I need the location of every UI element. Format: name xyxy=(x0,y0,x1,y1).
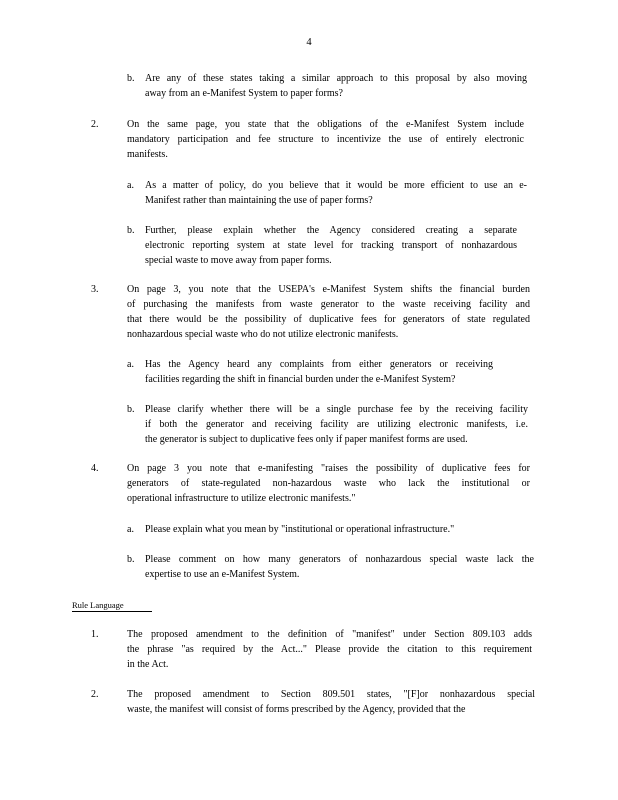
section-heading-rule-language: Rule Language xyxy=(72,600,152,612)
item-marker: b. xyxy=(127,73,135,84)
item-text-line: On the same page, you state that the obligations of the e-Manifest System include xyxy=(127,119,524,130)
item-text-line: manifests. xyxy=(127,149,168,160)
item-marker: 2. xyxy=(91,689,99,700)
item-marker: 1. xyxy=(91,629,99,640)
item-text-line: expertise to use an e-Manifest System. xyxy=(145,569,300,580)
item-text-line: The proposed amendment to the definition of "manifest" under Section 809.103 adds xyxy=(127,629,532,640)
page-number: 4 xyxy=(306,37,312,48)
item-text-line: Please clarify whether there will be a single purchase fee by the receiving facility xyxy=(145,404,528,415)
item-text-line: On page 3, you note that the USEPA's e-Manifest System shifts the financial burden xyxy=(127,284,530,295)
item-text-line: away from an e-Manifest System to paper forms? xyxy=(145,88,343,99)
item-text-line: generators of state-regulated non-hazardous waste who lack the institutional or xyxy=(127,478,530,489)
item-text-line: the phrase "as required by the Act..." Please provide the citation to this requirement xyxy=(127,644,532,655)
item-marker: b. xyxy=(127,554,135,565)
item-text-line: that there would be the possibility of duplicative fees for generators of state regulated xyxy=(127,314,530,325)
item-text-line: if both the generator and receiving facility are utilizing electronic manifests, i.e. xyxy=(145,419,528,430)
item-text-line: On page 3 you note that e-manifesting "raises the possibility of duplicative fees for xyxy=(127,463,530,474)
item-text-line: operational infrastructure to utilize electronic manifests." xyxy=(127,493,356,504)
item-text-line: Are any of these states taking a similar approach to this proposal by also moving xyxy=(145,73,527,84)
item-text-line: Please comment on how many generators of nonhazardous special waste lack the xyxy=(145,554,534,565)
item-text-line: of purchasing the manifests from waste generator to the waste receiving facility and xyxy=(127,299,530,310)
item-marker: a. xyxy=(127,180,134,191)
item-text-line: special waste to move away from paper forms. xyxy=(145,255,332,266)
item-text-line: in the Act. xyxy=(127,659,169,670)
item-text-line: electronic reporting system at state level for tracking transport of nonhazardous xyxy=(145,240,517,251)
item-marker: a. xyxy=(127,524,134,535)
item-text-line: The proposed amendment to Section 809.501 states, "[F]or nonhazardous special xyxy=(127,689,535,700)
item-text-line: Manifest rather than maintaining the use of paper forms? xyxy=(145,195,373,206)
item-marker: a. xyxy=(127,359,134,370)
item-marker: b. xyxy=(127,404,135,415)
item-text-line: Please explain what you mean by "institutional or operational infrastructure." xyxy=(145,524,455,535)
item-text-line: Has the Agency heard any complaints from either generators or receiving xyxy=(145,359,493,370)
item-text-line: nonhazardous special waste who do not utilize electronic manifests. xyxy=(127,329,399,340)
item-text-line: As a matter of policy, do you believe that it would be more efficient to use an e- xyxy=(145,180,527,191)
item-text-line: mandatory participation and fee structure to incentivize the use of entirely electronic xyxy=(127,134,524,145)
item-marker: 3. xyxy=(91,284,99,295)
item-text-line: Further, please explain whether the Agency considered creating a separate xyxy=(145,225,517,236)
item-marker: 2. xyxy=(91,119,99,130)
item-text-line: waste, the manifest will consist of forms prescribed by the Agency, provided that the xyxy=(127,704,466,715)
item-text-line: facilities regarding the shift in financial burden under the e-Manifest System? xyxy=(145,374,456,385)
item-text-line: the generator is subject to duplicative fees only if paper manifest forms are used. xyxy=(145,434,468,445)
item-marker: b. xyxy=(127,225,135,236)
item-marker: 4. xyxy=(91,463,99,474)
